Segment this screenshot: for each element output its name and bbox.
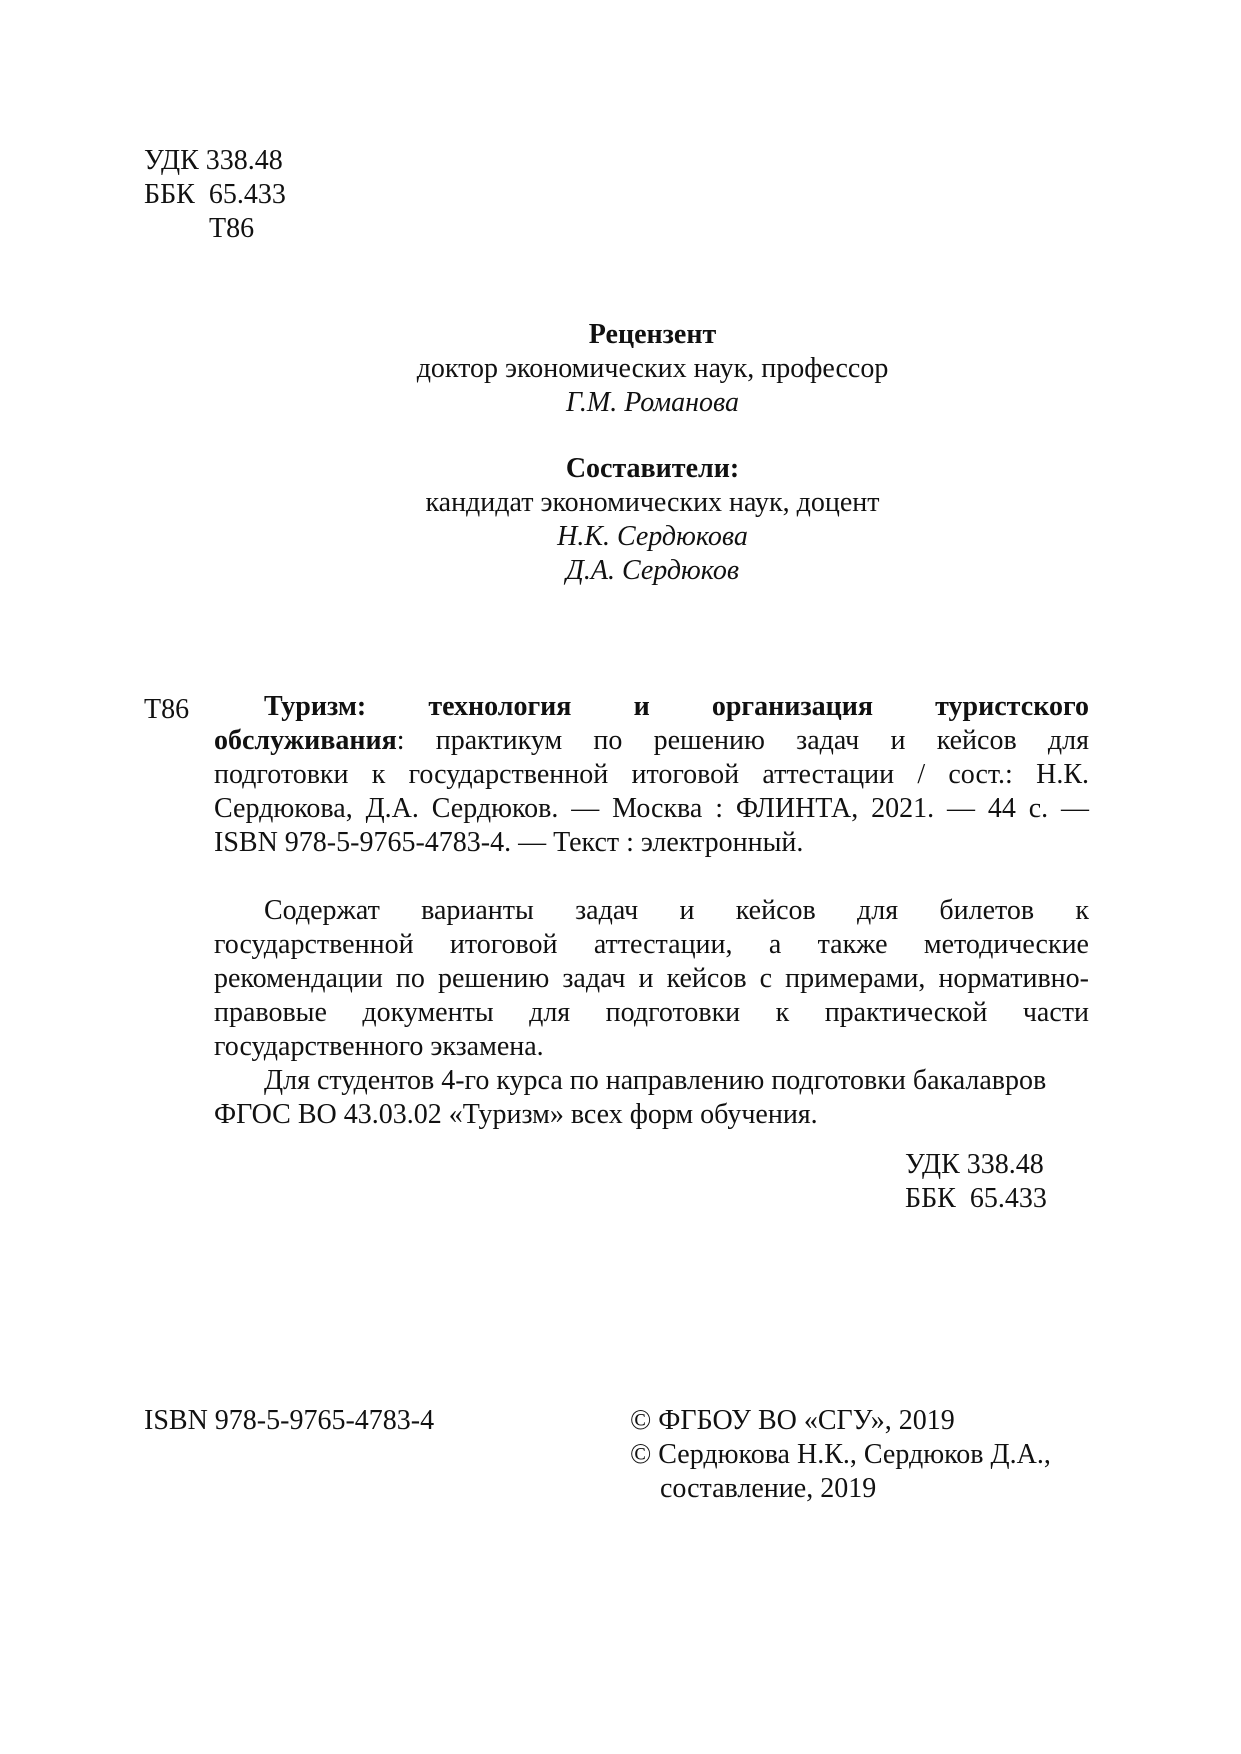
compiler-name: Д.А. Сердюков xyxy=(566,555,739,586)
annotation-p2-rest: ФГОС ВО 43.03.02 «Туризм» всех форм обучения. xyxy=(214,1099,818,1130)
compiler-name: Н.К. Сердюкова xyxy=(557,521,748,552)
biblio-title-line1: Туризм: технология и организация туристского xyxy=(264,691,1089,722)
biblio-subtitle: : практикум по решению задач и кейсов для xyxy=(396,725,1089,756)
annotation-p1-rest: государственной итоговой аттестации, а также методические рекомендации по решению задач и кейсов с примерами, нормативно-правовые документы для подготовки к практической части государственного экзамена. xyxy=(214,929,1089,1062)
biblio-code: Т86 xyxy=(144,694,190,725)
bottom-bbk: ББК 65.433 xyxy=(905,1183,1047,1214)
copyright-line3: составление, 2019 xyxy=(660,1473,877,1504)
bottom-udk: УДК 338.48 xyxy=(905,1149,1044,1180)
compilers-title: кандидат экономических наук, доцент xyxy=(425,487,880,518)
top-index-block xyxy=(144,144,286,246)
annotation-block xyxy=(214,894,1089,1132)
top-bbk: ББК 65.433 xyxy=(144,179,286,210)
copyright-line1: © ФГБОУ ВО «СГУ», 2019 xyxy=(630,1405,955,1436)
biblio-description: подготовки к государственной итоговой аттестации / сост.: Н.К. Сердюкова, Д.А. Сердюков. — Москва : ФЛИНТА, 2021. — 44 с. — ISBN 978-5-9765-4783-4. — Текст : электронный. xyxy=(214,759,1089,858)
compilers-heading: Составители: xyxy=(565,453,740,484)
reviewer-heading: Рецензент xyxy=(588,319,717,350)
copyright-line2: © Сердюкова Н.К., Сердюков Д.А., xyxy=(630,1439,1051,1470)
biblio-title-line2 xyxy=(214,724,1089,758)
compilers-block xyxy=(370,452,935,588)
annotation-p2-first: Для студентов 4-го курса по направлению подготовки бакалавров xyxy=(264,1065,1047,1096)
reviewer-title: доктор экономических наук, профессор xyxy=(416,353,889,384)
annotation-p1-first: Содержат варианты задач и кейсов для билетов к xyxy=(264,895,1089,926)
bottom-index-block xyxy=(905,1148,1047,1216)
isbn: ISBN 978-5-9765-4783-4 xyxy=(144,1405,435,1436)
top-author-code: Т86 xyxy=(209,213,255,244)
top-udk: УДК 338.48 xyxy=(144,145,283,176)
biblio-record xyxy=(214,690,1089,860)
reviewer-block xyxy=(370,318,935,420)
reviewer-name: Г.М. Романова xyxy=(566,387,739,418)
copyright-block xyxy=(630,1404,1051,1506)
biblio-title-end: обслуживания xyxy=(214,725,397,756)
